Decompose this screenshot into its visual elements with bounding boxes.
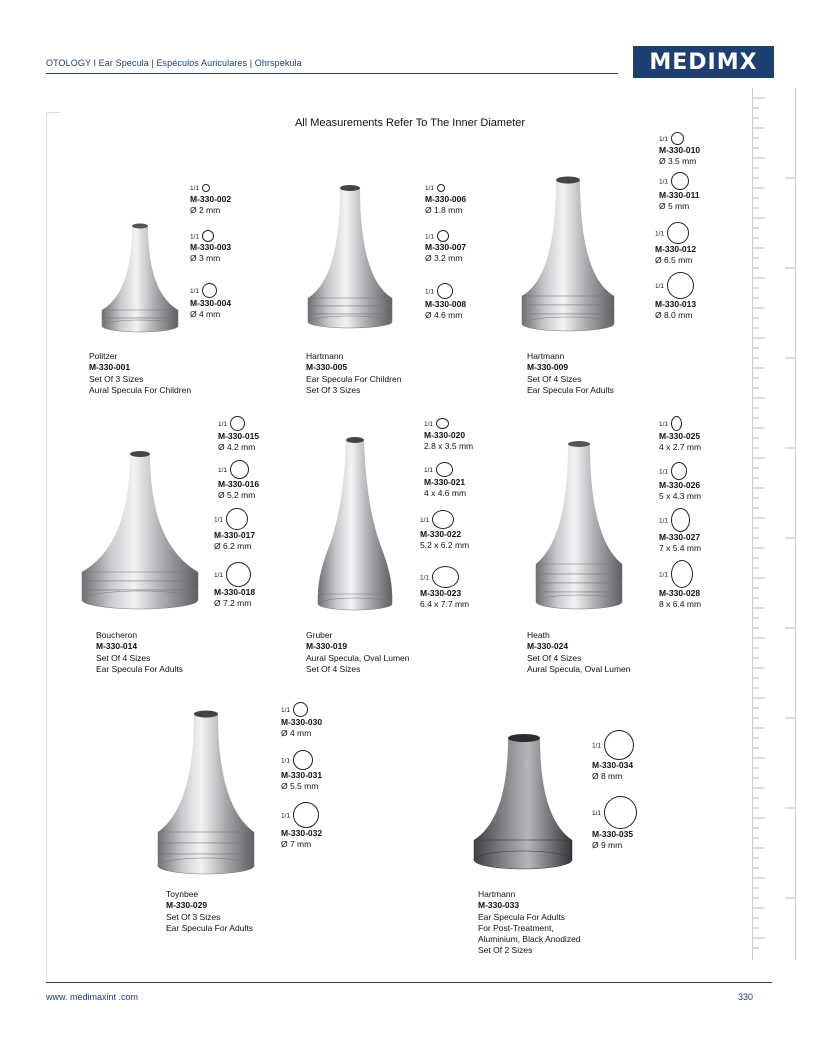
scale-label: 1/1 (281, 706, 291, 714)
product-name: Hartmann (478, 889, 516, 899)
content-frame-left (46, 112, 47, 980)
product-desc: Aural Specula, Oval Lumen (527, 663, 631, 674)
product-desc: Set Of 4 Sizes (527, 652, 582, 663)
product-desc: Set Of 3 Sizes (306, 384, 361, 395)
lumen-circle-icon (604, 796, 637, 829)
lumen-circle-icon (604, 730, 634, 760)
size-value: Ø 3 mm (190, 253, 221, 264)
size-code: M-330-022 (420, 529, 462, 539)
size-entry (420, 510, 469, 551)
size-entry (659, 172, 700, 212)
size-entry (655, 222, 696, 266)
product-code: M-330-033 (478, 900, 520, 911)
product-name: Boucheron (96, 630, 138, 640)
size-code: M-330-021 (424, 477, 466, 487)
product-desc: Set Of 3 Sizes (166, 911, 221, 922)
content-frame-top (46, 112, 60, 113)
product-code: M-330-009 (527, 362, 569, 373)
size-code: M-330-027 (659, 532, 701, 542)
product-hartmann-005-caption (306, 351, 401, 396)
size-code: M-330-004 (190, 298, 232, 308)
size-value: Ø 4 mm (281, 728, 312, 738)
scale-label: 1/1 (659, 420, 669, 428)
lumen-circle-icon (667, 222, 689, 244)
size-code: M-330-003 (190, 242, 232, 253)
product-name: Politzer (89, 351, 118, 361)
size-entry (281, 750, 322, 792)
size-value: Ø 6.5 mm (655, 255, 693, 265)
size-code: M-330-023 (420, 588, 462, 598)
size-entry (281, 702, 322, 739)
product-desc: Aural Specula For Children (89, 384, 192, 395)
speculum-heath-image (532, 438, 626, 618)
size-code: M-330-018 (214, 587, 256, 597)
size-entry (425, 230, 466, 264)
product-name: Gruber (306, 630, 333, 640)
product-name: Heath (527, 630, 550, 640)
scale-label: 1/1 (214, 571, 224, 579)
size-value: Ø 4.6 mm (425, 310, 463, 320)
size-entry (420, 566, 469, 610)
size-entry (218, 460, 259, 501)
scale-label: 1/1 (190, 185, 200, 192)
section-header: OTOLOGY I Ear Specula | Espéculos Auriculares | Ohrspekula (46, 58, 302, 68)
lumen-circle-icon (202, 230, 214, 242)
product-code: M-330-014 (96, 641, 138, 652)
oval-lumen-icon (671, 560, 693, 588)
product-desc: Ear Specula For Adults (96, 663, 183, 674)
size-value: Ø 5 mm (659, 201, 690, 211)
size-value: Ø 3.2 mm (425, 253, 463, 264)
lumen-circle-icon (202, 184, 210, 192)
size-value: 6.4 x 7.7 mm (420, 599, 470, 609)
speculum-hartmann-033-image (470, 730, 576, 880)
size-code: M-330-026 (659, 480, 701, 490)
ruler-ticks (753, 88, 795, 960)
product-desc: Aural Specula, Oval Lumen (306, 652, 410, 663)
product-desc: Set Of 2 Sizes (478, 945, 533, 956)
oval-lumen-icon (432, 566, 459, 588)
size-entry (592, 796, 637, 851)
lumen-circle-icon (667, 272, 694, 299)
size-value: 4 x 4.6 mm (424, 488, 467, 498)
scale-label: 1/1 (424, 421, 434, 428)
size-code: M-330-002 (190, 194, 232, 204)
scale-label: 1/1 (655, 230, 665, 238)
product-desc: Set Of 4 Sizes (96, 652, 151, 663)
product-desc: Ear Specula For Adults (166, 922, 253, 933)
size-value: Ø 8.0 mm (655, 310, 693, 320)
size-entry (190, 230, 231, 264)
page-title: All Measurements Refer To The Inner Diameter (294, 117, 526, 129)
size-code: M-330-025 (659, 431, 701, 441)
scale-label: 1/1 (659, 135, 669, 143)
product-heath-caption (527, 630, 630, 675)
product-politzer-caption (89, 351, 191, 396)
lumen-circle-icon (437, 283, 453, 299)
scale-label: 1/1 (659, 571, 669, 579)
product-code: M-330-029 (166, 900, 208, 911)
oval-lumen-icon (436, 462, 453, 477)
lumen-circle-icon (437, 230, 449, 242)
size-value: Ø 7 mm (281, 839, 312, 849)
lumen-circle-icon (226, 562, 251, 587)
size-value: Ø 9 mm (592, 840, 623, 850)
lumen-circle-icon (226, 508, 248, 530)
product-desc: Ear Specula For Adults (478, 911, 565, 922)
lumen-circle-icon (202, 283, 217, 298)
speculum-gruber-image (314, 434, 396, 618)
product-name: Hartmann (527, 351, 565, 361)
size-entry (592, 730, 634, 782)
speculum-hartmann-009-image (518, 172, 618, 340)
scale-label: 1/1 (659, 468, 669, 476)
header-divider (46, 73, 618, 74)
product-code: M-330-001 (89, 362, 131, 373)
size-value: Ø 1.8 mm (425, 205, 463, 215)
scale-label: 1/1 (214, 516, 224, 524)
scale-label: 1/1 (190, 233, 200, 241)
speculum-politzer-image (98, 222, 182, 340)
size-code: M-330-011 (659, 190, 700, 200)
size-code: M-330-031 (281, 770, 323, 780)
scale-label: 1/1 (281, 757, 291, 765)
size-code: M-330-006 (425, 194, 467, 204)
footer-divider (46, 982, 772, 983)
scale-label: 1/1 (659, 517, 669, 525)
size-entry (659, 416, 701, 453)
lumen-circle-icon (293, 750, 313, 770)
oval-lumen-icon (671, 462, 687, 480)
lumen-circle-icon (293, 702, 308, 717)
oval-lumen-icon (432, 510, 454, 529)
scale-label: 1/1 (218, 420, 228, 428)
size-value: Ø 3.5 mm (659, 156, 697, 166)
size-value: Ø 5.2 mm (218, 490, 256, 500)
size-value: Ø 5.5 mm (281, 781, 319, 791)
size-value: 7 x 5.4 mm (659, 543, 702, 553)
scale-label: 1/1 (592, 809, 602, 817)
product-code: M-330-024 (527, 641, 569, 652)
scale-label: 1/1 (659, 178, 669, 186)
speculum-boucheron-image (78, 448, 202, 618)
size-entry (190, 182, 231, 216)
size-value: Ø 7.2 mm (214, 598, 252, 608)
scale-label: 1/1 (420, 516, 430, 524)
size-value: 5 x 4.3 mm (659, 491, 702, 501)
size-entry (424, 418, 473, 452)
brand-logo: MEDIMX (633, 46, 774, 78)
size-entry (659, 462, 701, 502)
size-code: M-330-035 (592, 829, 634, 839)
product-hartmann-033-caption (478, 889, 581, 957)
oval-lumen-icon (436, 418, 449, 429)
product-hartmann-009-caption (527, 351, 614, 396)
measurement-ruler (752, 88, 796, 960)
oval-lumen-icon (671, 508, 690, 532)
size-value: 2.8 x 3.5 mm (424, 441, 474, 451)
page-number: 330 (738, 992, 754, 1002)
size-code: M-330-028 (659, 588, 701, 598)
product-desc: Set Of 4 Sizes (306, 663, 361, 674)
lumen-circle-icon (671, 132, 684, 145)
size-code: M-330-032 (281, 828, 323, 838)
product-code: M-330-005 (306, 362, 348, 373)
size-entry (214, 562, 255, 609)
size-code: M-330-013 (655, 299, 697, 309)
size-entry (214, 508, 255, 552)
scale-label: 1/1 (655, 282, 665, 290)
scale-label: 1/1 (190, 287, 200, 295)
size-value: Ø 4 mm (190, 309, 221, 319)
scale-label: 1/1 (218, 466, 228, 474)
scale-label: 1/1 (424, 466, 434, 474)
product-desc: For Post-Treatment, (478, 922, 554, 933)
size-code: M-330-020 (424, 430, 466, 440)
size-entry (655, 272, 696, 321)
product-gruber-caption (306, 630, 409, 675)
scale-label: 1/1 (420, 574, 430, 582)
product-boucheron-caption (96, 630, 183, 675)
size-code: M-330-010 (659, 145, 701, 155)
size-code: M-330-030 (281, 717, 323, 727)
scale-label: 1/1 (592, 742, 602, 750)
product-code: M-330-019 (306, 641, 348, 652)
size-entry (659, 560, 701, 610)
scale-label: 1/1 (425, 288, 435, 296)
size-entry (281, 802, 322, 850)
product-toynbee-caption (166, 889, 253, 934)
size-value: 4 x 2.7 mm (659, 442, 702, 452)
size-entry (190, 283, 231, 320)
lumen-circle-icon (437, 184, 445, 192)
size-code: M-330-012 (655, 244, 697, 254)
size-entry (659, 508, 701, 554)
product-name: Toynbee (166, 889, 199, 899)
size-entry (659, 132, 700, 167)
product-name: Hartmann (306, 351, 344, 361)
product-desc: Aluminium, Black Anodized (478, 934, 581, 945)
size-code: M-330-017 (214, 530, 256, 540)
size-value: Ø 4.2 mm (218, 442, 256, 452)
speculum-hartmann-005-image (304, 182, 396, 340)
size-value: 8 x 6.4 mm (659, 599, 702, 609)
product-desc: Set Of 3 Sizes (89, 373, 144, 384)
footer-url: www. medimaxint .com (46, 992, 139, 1002)
size-code: M-330-015 (218, 431, 260, 441)
scale-label: 1/1 (425, 185, 435, 192)
size-value: Ø 8 mm (592, 771, 623, 781)
size-entry (425, 182, 466, 216)
lumen-circle-icon (293, 802, 319, 828)
oval-lumen-icon (671, 416, 682, 431)
product-desc: Ear Specula For Children (306, 373, 402, 384)
product-desc: Set Of 4 Sizes (527, 373, 582, 384)
scale-label: 1/1 (425, 233, 435, 241)
product-desc: Ear Specula For Adults (527, 384, 614, 395)
lumen-circle-icon (230, 416, 245, 431)
size-code: M-330-034 (592, 760, 634, 770)
speculum-toynbee-image (154, 706, 258, 882)
size-entry (218, 416, 259, 453)
size-code: M-330-008 (425, 299, 467, 309)
size-value: Ø 6.2 mm (214, 541, 252, 551)
size-value: Ø 2 mm (190, 205, 221, 215)
scale-label: 1/1 (281, 812, 291, 820)
size-entry (425, 283, 466, 321)
size-entry (424, 462, 466, 499)
size-code: M-330-007 (425, 242, 467, 253)
size-code: M-330-016 (218, 479, 260, 489)
lumen-circle-icon (230, 460, 249, 479)
lumen-circle-icon (671, 172, 689, 190)
size-value: 5.2 x 6.2 mm (420, 540, 470, 550)
